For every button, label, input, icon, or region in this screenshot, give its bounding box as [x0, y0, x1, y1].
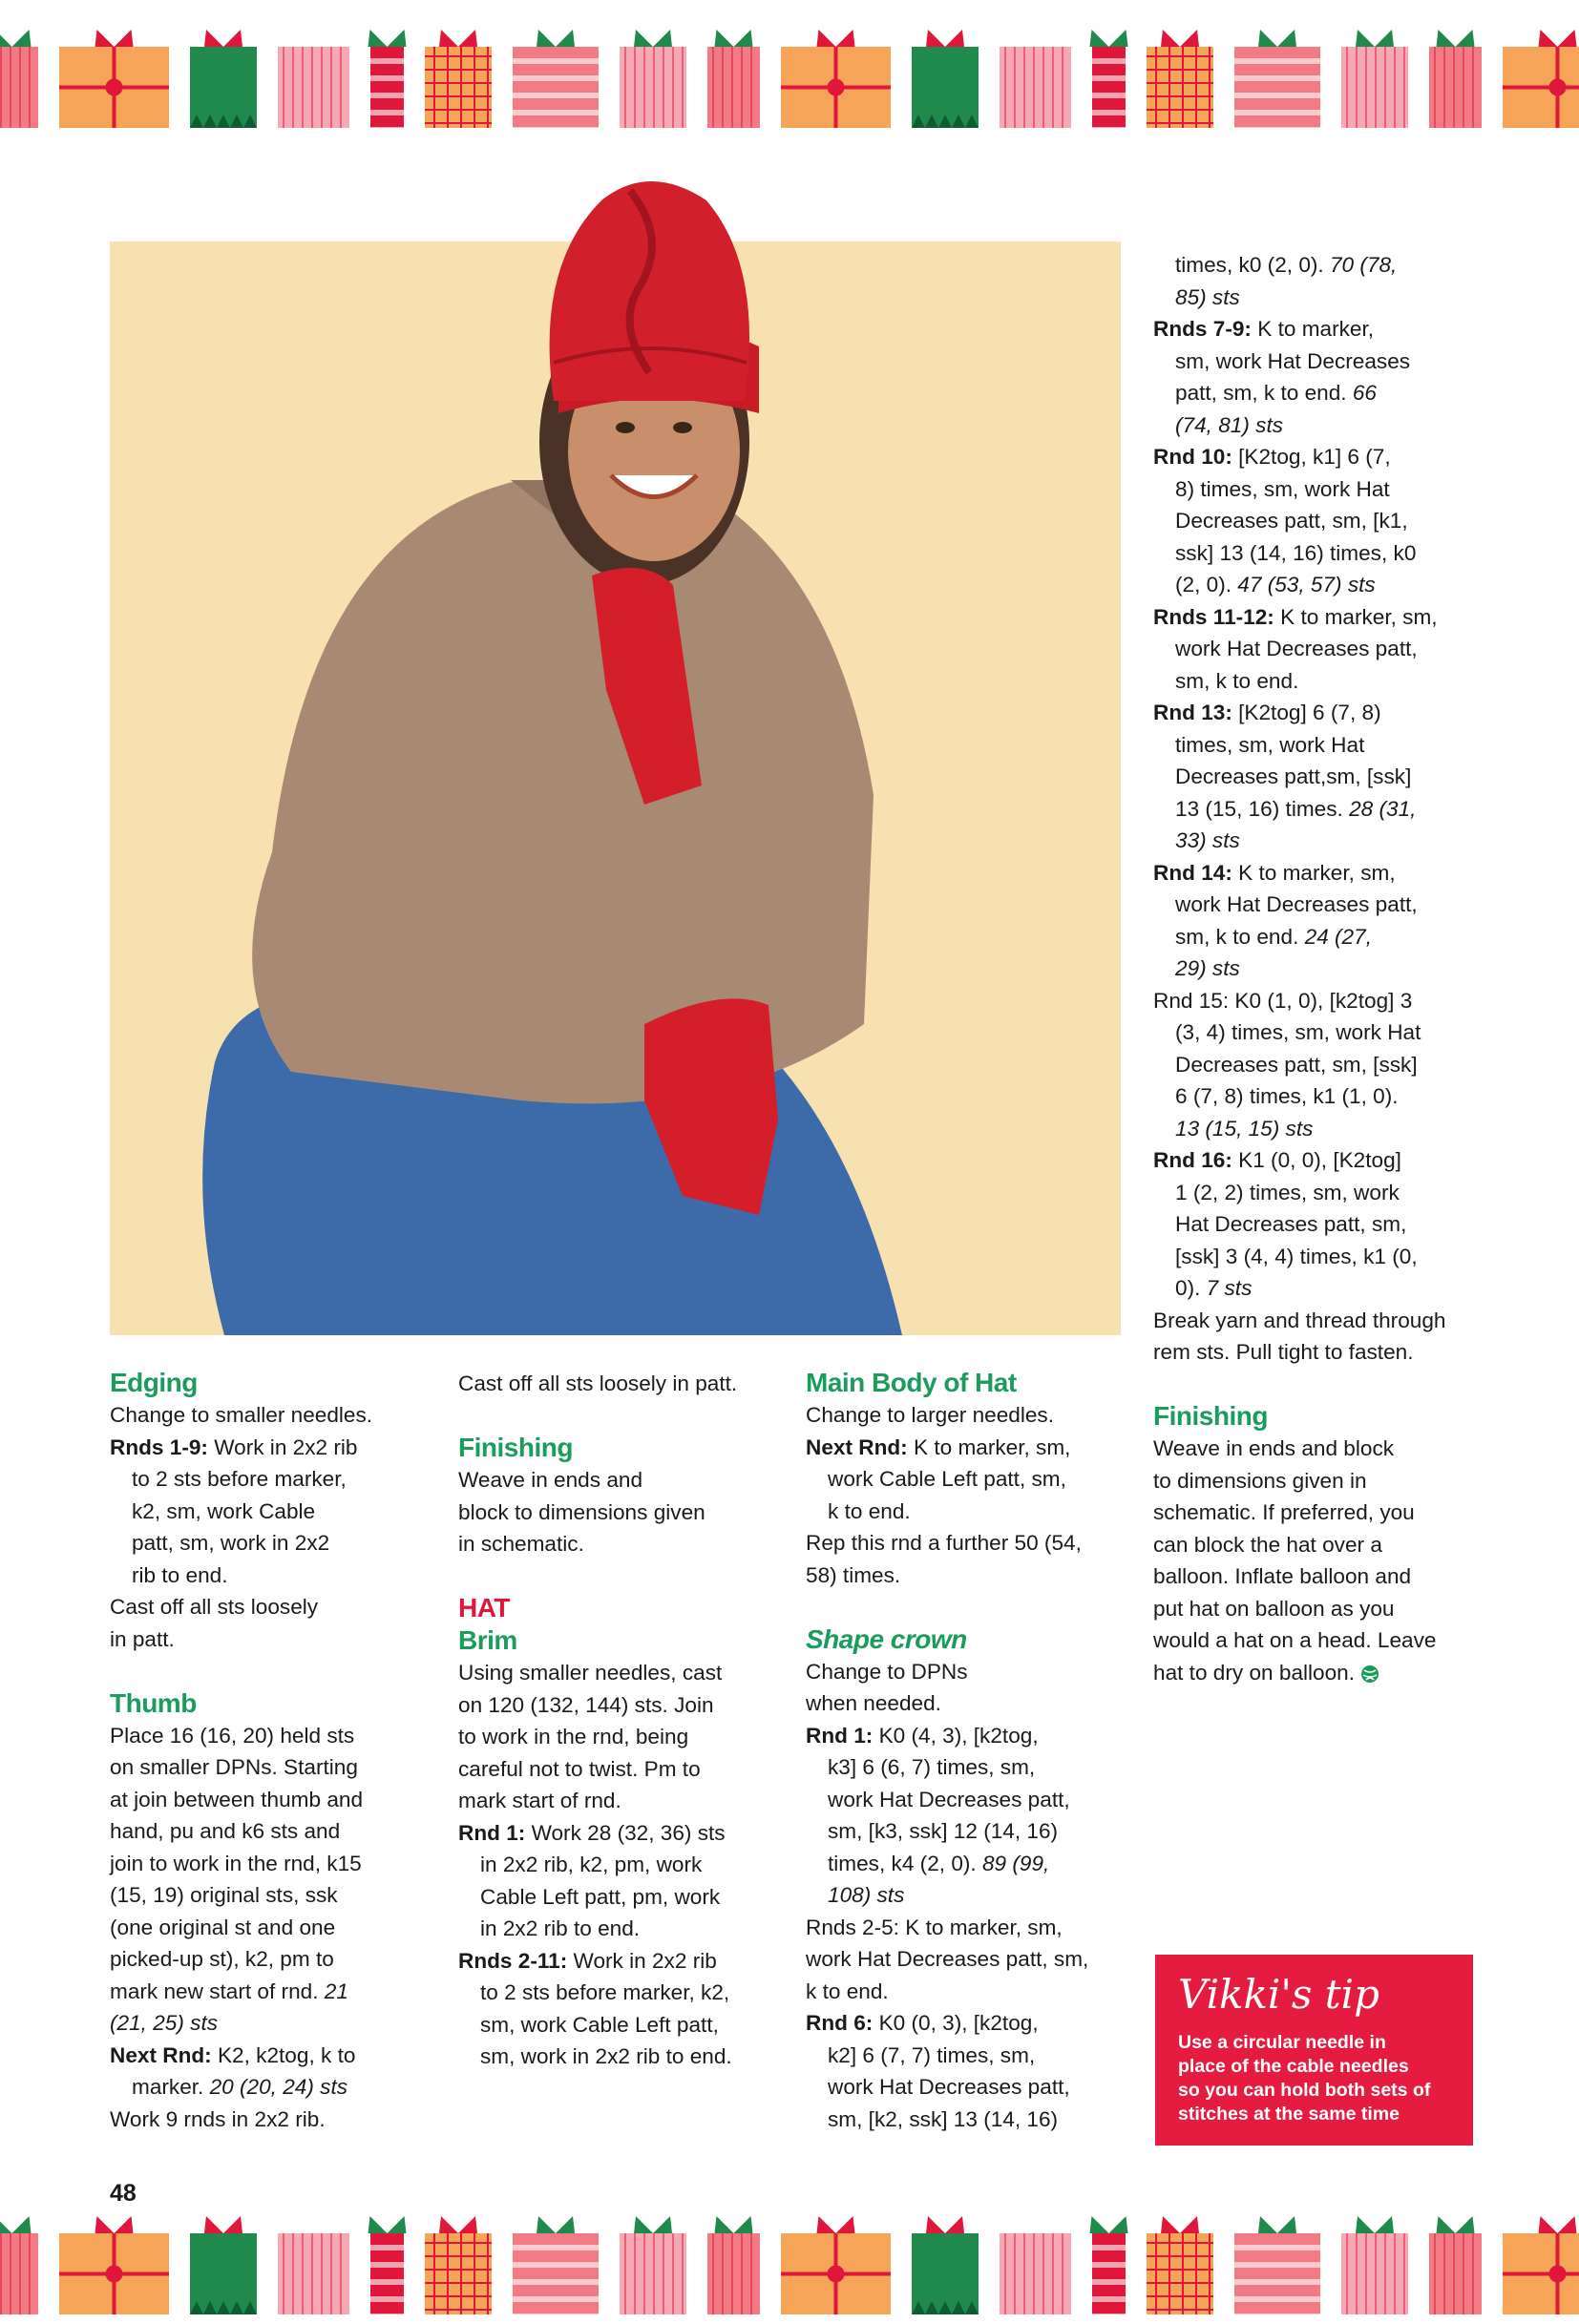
text-line: k3] 6 (6, 7) times, sm, — [828, 1755, 1036, 1779]
text-line: to 2 sts before marker, — [132, 1467, 347, 1491]
text-line: Rnd 1: K0 (4, 3), [k2tog, — [806, 1723, 1039, 1748]
text-line: hand, pu and k6 sts and — [110, 1819, 341, 1843]
text-line: picked-up st), k2, pm to — [110, 1947, 334, 1971]
text-line: Cable Left patt, pm, work — [480, 1884, 721, 1909]
text-line: Weave in ends and — [458, 1468, 643, 1492]
text-line: Place 16 (16, 20) held sts — [110, 1723, 355, 1748]
text-line: Rnd 6: K0 (0, 3), [k2tog, — [806, 2011, 1039, 2035]
text-line: Next Rnd: K to marker, sm, — [806, 1434, 1071, 1459]
text-line: 8) times, sm, work Hat — [1175, 476, 1390, 501]
text-line: Rnd 13: [K2tog] 6 (7, 8) — [1153, 701, 1381, 724]
text-line: when needed. — [806, 1691, 941, 1715]
text-line: Rnd 15: K0 (1, 0), [k2tog] 3 — [1153, 988, 1413, 1013]
tip-body-line: so you can hold both sets of — [1178, 2080, 1431, 2101]
tip-body-line: Use a circular needle in — [1178, 2032, 1386, 2053]
text-line: sm, k to end. 24 (27, — [1175, 924, 1372, 949]
heading-edging: Edging — [110, 1368, 198, 1397]
text-line: patt, sm, k to end. 66 — [1175, 381, 1377, 405]
text-line: times, sm, work Hat — [1175, 732, 1365, 757]
text-line: Cast off all sts loosely in patt. — [458, 1371, 738, 1395]
yarn-ball-icon — [1360, 1664, 1379, 1684]
text-line: 29) sts — [1175, 956, 1240, 980]
text-line: Rep this rnd a further 50 (54, — [806, 1531, 1082, 1555]
text-line: (2, 0). 47 (53, 57) sts — [1175, 573, 1376, 597]
text-line: join to work in the rnd, k15 — [110, 1851, 362, 1875]
text-line: Rnds 2-5: K to marker, sm, — [806, 1915, 1063, 1939]
text-line: k to end. — [828, 1498, 911, 1523]
tip-body-line: stitches at the same time — [1178, 2104, 1400, 2125]
column-1 — [110, 1367, 396, 2135]
text-line: 6 (7, 8) times, k1 (1, 0). — [1175, 1084, 1399, 1108]
text-line: (21, 25) sts — [110, 2011, 219, 2035]
text-line: k to end. — [806, 1979, 889, 2003]
text-line: sm, work in 2x2 rib to end. — [480, 2044, 732, 2068]
text-line: block to dimensions given — [458, 1499, 705, 1524]
gift-box-icon — [1000, 2233, 1071, 2314]
heading-thumb: Thumb — [110, 1687, 197, 1718]
text-line: (15, 19) original sts, ssk — [110, 1883, 338, 1907]
text-line: ssk] 13 (14, 16) times, k0 — [1175, 540, 1417, 565]
text-line: Decreases patt,sm, [ssk] — [1175, 764, 1412, 788]
text-line: Decreases patt, sm, [ssk] — [1175, 1052, 1418, 1077]
text-line: mark new start of rnd. 21 — [110, 1979, 348, 2003]
text-line: Rnds 11-12: K to marker, sm, — [1153, 604, 1438, 629]
text-line: balloon. Inflate balloon and — [1153, 1564, 1412, 1588]
text-line: in 2x2 rib, k2, pm, work — [480, 1853, 703, 1876]
text-line: schematic. If preferred, you — [1153, 1500, 1415, 1524]
red-hat-icon — [525, 162, 773, 410]
text-line: Rnd 14: K to marker, sm, — [1153, 860, 1396, 885]
column-4 — [1153, 249, 1468, 1688]
text-line: at join between thumb and — [110, 1787, 364, 1811]
column-3 — [806, 1367, 1121, 2135]
gift-border-top — [0, 23, 1579, 137]
column-2 — [458, 1368, 773, 2073]
text-line: sm, [k2, ssk] 13 (14, 16) — [828, 2106, 1059, 2131]
text-line: sm, k to end. — [1175, 668, 1299, 693]
text-line: sm, work Cable Left patt, — [480, 2012, 719, 2037]
text-line: work Hat Decreases patt, — [1175, 637, 1418, 660]
text-line: Decreases patt, sm, [k1, — [1175, 509, 1408, 533]
text-line: Rnds 2-11: Work in 2x2 rib — [458, 1948, 717, 1973]
heading-main-body: Main Body of Hat — [806, 1368, 1017, 1397]
text-line: Next Rnd: K2, k2tog, k to — [110, 2042, 356, 2067]
gift-box-row-icon — [0, 2209, 1579, 2324]
text-line: Cast off all sts loosely — [110, 1595, 319, 1619]
text-line: times, k4 (2, 0). 89 (99, — [828, 1851, 1050, 1875]
heading-brim: Brim — [458, 1625, 517, 1655]
text-line: on 120 (132, 144) sts. Join — [458, 1692, 714, 1717]
text-line: mark start of rnd. — [458, 1789, 621, 1812]
gift-box-icon — [1000, 47, 1071, 128]
text-line: k2] 6 (7, 7) times, sm, — [828, 2042, 1036, 2067]
text-line: (74, 81) sts — [1175, 412, 1284, 437]
text-line: 33) sts — [1175, 828, 1240, 852]
text-line: to dimensions given in — [1153, 1468, 1367, 1493]
text-line: to work in the rnd, being — [458, 1725, 689, 1748]
text-line: Rnd 10: [K2tog, k1] 6 (7, — [1153, 445, 1391, 469]
text-line: 85) sts — [1175, 284, 1240, 309]
text-line: Hat Decreases patt, sm, — [1175, 1212, 1407, 1236]
text-line: Using smaller needles, cast — [458, 1661, 723, 1685]
text-line: in patt. — [110, 1626, 175, 1651]
text-line: work Cable Left patt, sm, — [828, 1467, 1066, 1491]
text-line: in 2x2 rib to end. — [480, 1916, 641, 1940]
heading-finishing: Finishing — [458, 1433, 573, 1462]
text-line: Change to DPNs — [806, 1659, 968, 1684]
text-line: (3, 4) times, sm, work Hat — [1175, 1020, 1421, 1044]
gift-box-icon — [278, 47, 349, 128]
text-line: on smaller DPNs. Starting — [110, 1755, 358, 1779]
gift-box-row-icon — [0, 23, 1579, 137]
text-line: Change to smaller needles. — [110, 1403, 373, 1427]
text-line: to 2 sts before marker, k2, — [480, 1980, 730, 2004]
text-line: sm, [k3, ssk] 12 (14, 16) — [828, 1819, 1059, 1843]
gift-border-bottom — [0, 2209, 1579, 2324]
heading-finishing-hat: Finishing — [1153, 1401, 1268, 1431]
heading-shape-crown: Shape crown — [806, 1623, 967, 1654]
text-line: 13 (15, 15) sts — [1175, 1116, 1314, 1141]
text-line: Break yarn and thread through — [1153, 1308, 1446, 1332]
text-line: in schematic. — [458, 1532, 584, 1556]
text-line: hat to dry on balloon. — [1153, 1657, 1468, 1689]
text-line: patt, sm, work in 2x2 — [132, 1531, 330, 1555]
text-line: Rnds 1-9: Work in 2x2 rib — [110, 1434, 358, 1459]
text-line: careful not to twist. Pm to — [458, 1756, 701, 1781]
text-line: 13 (15, 16) times. 28 (31, — [1175, 796, 1417, 821]
heading-hat: HAT — [458, 1593, 510, 1623]
tip-title: Vikki's tip — [1178, 1971, 1380, 2018]
text-line: Rnds 7-9: K to marker, — [1153, 317, 1375, 341]
text-line: work Hat Decreases patt, sm, — [806, 1947, 1089, 1971]
text-line: 58) times. — [806, 1562, 901, 1587]
text-line: sm, work Hat Decreases — [1175, 348, 1411, 373]
text-line: Weave in ends and block — [1153, 1436, 1395, 1460]
text-line: Rnd 1: Work 28 (32, 36) sts — [458, 1820, 726, 1845]
text-line: marker. 20 (20, 24) sts — [132, 2075, 348, 2099]
text-line: Work 9 rnds in 2x2 rib. — [110, 2106, 326, 2131]
text-line: work Hat Decreases patt, — [1175, 892, 1418, 916]
text-line: 0). 7 sts — [1175, 1276, 1253, 1300]
text-line: put hat on balloon as you — [1153, 1596, 1395, 1621]
vikkis-tip-box — [1155, 1955, 1473, 2146]
text-line: Rnd 16: K1 (0, 0), [K2tog] — [1153, 1148, 1401, 1172]
text-line: 108) sts — [828, 1883, 905, 1907]
text-line: would a hat on a head. Leave — [1153, 1628, 1437, 1652]
text-line: rem sts. Pull tight to fasten. — [1153, 1340, 1414, 1364]
text-line: (one original st and one — [110, 1915, 336, 1939]
tip-body-line: place of the cable needles — [1178, 2056, 1409, 2077]
gift-box-icon — [278, 2233, 349, 2314]
text-line: times, k0 (2, 0). 70 (78, — [1175, 253, 1398, 277]
text-line: can block the hat over a — [1153, 1532, 1382, 1557]
text-line: work Hat Decreases patt, — [828, 1787, 1070, 1811]
text-line: Change to larger needles. — [806, 1403, 1055, 1427]
text-line: 1 (2, 2) times, sm, work — [1175, 1180, 1400, 1204]
text-line: rib to end. — [132, 1562, 228, 1587]
text-line: work Hat Decreases patt, — [828, 2075, 1070, 2099]
page-number: 48 — [110, 2180, 137, 2207]
text-line: k2, sm, work Cable — [132, 1498, 316, 1523]
text-line: [ssk] 3 (4, 4) times, k1 (0, — [1175, 1244, 1418, 1268]
